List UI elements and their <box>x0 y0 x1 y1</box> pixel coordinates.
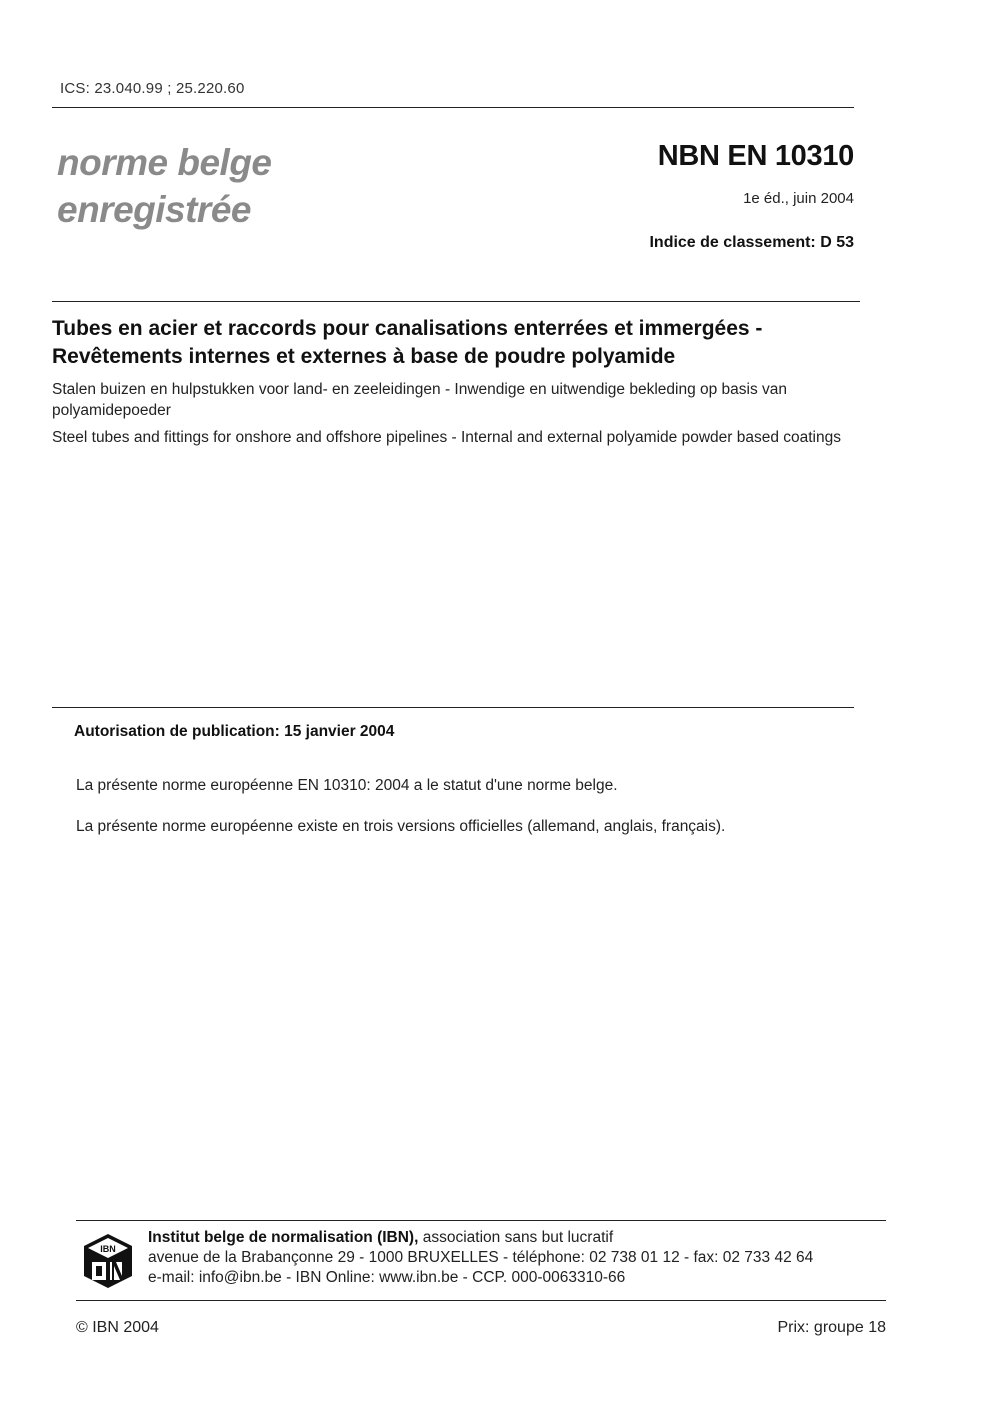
institute-line <box>148 1228 613 1248</box>
price-group: Prix: groupe 18 <box>777 1319 886 1336</box>
title-divider <box>52 301 860 302</box>
copyright-notice: © IBN 2004 <box>76 1319 159 1336</box>
ics-code: ICS: 23.040.99 ; 25.220.60 <box>60 80 245 97</box>
ibn-logo-icon <box>82 1232 134 1290</box>
classification-index: Indice de classement: D 53 <box>649 234 854 251</box>
title-french: Tubes en acier et raccords pour canalisations enterrées et immergées - Revêtements internes et externes à base de poudre polyamide <box>52 317 763 368</box>
versions-paragraph: La présente norme européenne existe en trois versions officielles (allemand, anglais, français). <box>76 818 726 835</box>
publication-authorization: Autorisation de publication: 15 janvier 2004 <box>74 723 395 740</box>
title-english: Steel tubes and fittings for onshore and offshore pipelines - Internal and external polyamide powder based coatings <box>52 429 841 446</box>
header-divider <box>52 107 854 108</box>
institute-name: Institut belge de normalisation (IBN), <box>148 1229 419 1246</box>
standard-number: NBN EN 10310 <box>657 140 854 172</box>
institute-contact: e-mail: info@ibn.be - IBN Online: www.ibn.be - CCP. 000-0063310-66 <box>148 1269 626 1286</box>
institute-description: association sans but lucratif <box>422 1229 614 1246</box>
brand-line-2: enregistrée <box>57 189 251 230</box>
body-divider <box>52 707 854 708</box>
edition-date: 1e éd., juin 2004 <box>743 190 854 207</box>
footer-top-divider <box>76 1220 886 1221</box>
brand-line-1: norme belge <box>57 142 272 183</box>
status-paragraph: La présente norme européenne EN 10310: 2004 a le statut d'une norme belge. <box>76 777 618 794</box>
footer-bottom-divider <box>76 1300 886 1301</box>
institute-address: avenue de la Brabançonne 29 - 1000 BRUXELLES - téléphone: 02 738 01 12 - fax: 02 733 42 64 <box>148 1249 814 1266</box>
logo-lettering: IBN <box>100 1244 116 1254</box>
title-dutch: Stalen buizen en hulpstukken voor land- en zeeleidingen - Inwendige en uitwendige bekleding op basis van polyamidepoeder <box>52 381 788 419</box>
